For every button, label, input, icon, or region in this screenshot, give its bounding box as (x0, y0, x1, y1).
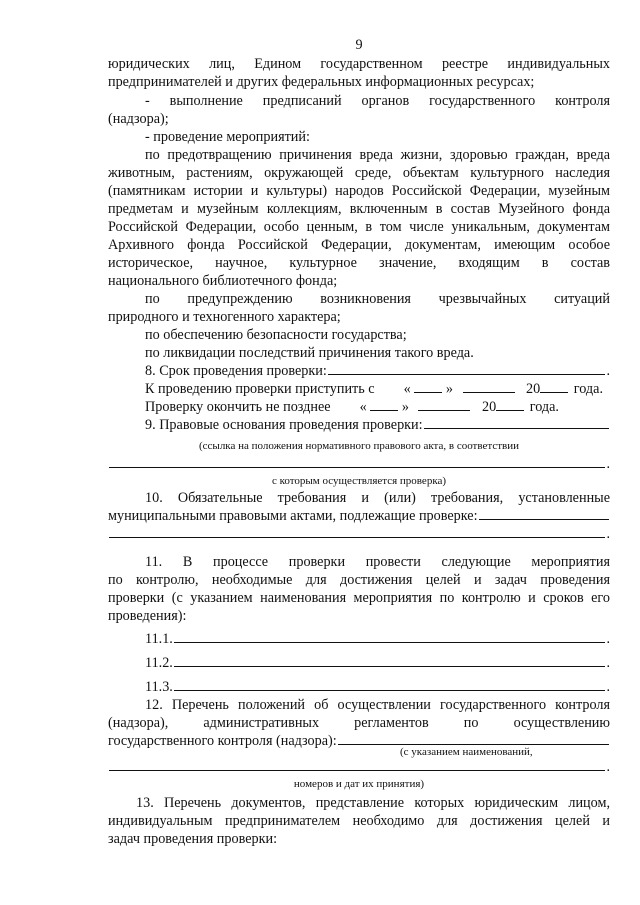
end-year-blank[interactable] (496, 398, 524, 411)
regulations-caption: (с указанием наименований, (400, 746, 533, 758)
text-line: по обеспечению безопасности государства; (145, 327, 407, 343)
text-line: юридических лиц, Едином государственном реестре индивидуальных (108, 56, 610, 72)
legal-basis-caption: (ссылка на положения нормативного правового акта, в соответствии (199, 440, 519, 452)
documents-line: 13. Перечень документов, представление которых юридическим лицом, (136, 795, 610, 811)
end-month-blank[interactable] (418, 398, 470, 411)
documents-line: индивидуальным предпринимателем необходимо для достижения целей и (108, 813, 610, 829)
activities-line: проверки (с указанием наименования мероприятия по контролю и сроков его (108, 590, 610, 606)
activity-field-3[interactable] (145, 678, 610, 696)
legal-basis-end: . (606, 456, 610, 472)
start-year-prefix: 20 (526, 381, 541, 397)
text-line: Российской Федерации, особо ценным, в том числе уникальным, документам (108, 219, 610, 235)
requirements-end: . (606, 526, 610, 542)
activity-number: 11.3. (145, 679, 173, 695)
text-line: Архивного фонда Российской Федерации, документам, имеющим особое (108, 237, 610, 253)
requirements-field[interactable] (108, 507, 610, 525)
end-date-label: Проверку окончить не позднее (145, 399, 331, 415)
regulations-line: 12. Перечень положений об осуществлении государственного контроля (145, 697, 610, 713)
text-line: - выполнение предписаний органов государственного контроля (145, 93, 610, 109)
activities-line: по контролю, необходимые для достижения целей и задач проведения (108, 572, 610, 588)
activity-number: 11.1. (145, 631, 173, 647)
requirements-blank-2[interactable] (109, 525, 605, 538)
text-line: (надзора); (108, 111, 169, 127)
activity-end: . (606, 655, 610, 671)
requirements-blank[interactable] (479, 507, 609, 520)
inspection-period-field[interactable] (145, 362, 610, 380)
end-date-field[interactable] (145, 398, 610, 416)
start-date-field[interactable] (145, 380, 610, 398)
text-line: (памятникам истории и культуры) народов Российской Федерации, музейным (108, 183, 610, 199)
activity-blank[interactable] (174, 654, 606, 667)
end-day-blank[interactable] (370, 398, 398, 411)
start-day-blank[interactable] (414, 380, 442, 393)
legal-basis-blank[interactable] (424, 416, 609, 429)
quote-open: « (359, 399, 367, 415)
regulations-caption-2: номеров и дат их принятия) (293, 778, 425, 790)
text-line: национального библиотечного фонда; (108, 273, 338, 289)
activity-number: 11.2. (145, 655, 173, 671)
text-line: природного и техногенного характера; (108, 309, 341, 325)
inspection-period-label: 8. Срок проведения проверки: (145, 363, 327, 379)
activity-field-2[interactable] (145, 654, 610, 672)
period-end: . (606, 363, 610, 379)
text-line: предметам и музейным коллекциям, включенным в состав Музейного фонда (108, 201, 610, 217)
regulations-blank[interactable] (338, 732, 609, 745)
legal-basis-blank-2[interactable] (109, 455, 605, 468)
activity-blank[interactable] (174, 678, 606, 691)
regulations-blank-2[interactable] (109, 758, 605, 771)
text-line: предпринимателей и других федеральных информационных ресурсах; (108, 74, 535, 90)
requirements-label: муниципальными правовыми актами, подлежащие проверке: (108, 508, 478, 524)
quote-close: » (401, 399, 409, 415)
inspection-period-blank[interactable] (328, 362, 606, 375)
text-line: по предотвращению причинения вреда жизни, здоровью граждан, вреда (145, 147, 610, 163)
legal-basis-field[interactable] (145, 416, 610, 434)
requirements-line2[interactable] (108, 525, 610, 543)
documents-line: задач проведения проверки: (108, 831, 278, 847)
regulations-end: . (606, 759, 610, 775)
activity-end: . (606, 631, 610, 647)
end-year-suffix: года. (529, 399, 559, 415)
activities-line: 11. В процессе проверки провести следующие мероприятия (145, 554, 610, 570)
regulations-line2[interactable] (108, 758, 610, 776)
start-month-blank[interactable] (463, 380, 515, 393)
regulations-line: (надзора), административных регламентов по осуществлению (108, 715, 610, 731)
quote-open: « (403, 381, 411, 397)
activity-end: . (606, 679, 610, 695)
activities-line: проведения): (108, 608, 187, 624)
start-year-blank[interactable] (540, 380, 568, 393)
end-year-prefix: 20 (482, 399, 497, 415)
quote-close: » (445, 381, 453, 397)
legal-basis-label: 9. Правовые основания проведения проверки: (145, 417, 423, 433)
text-line: животным, растениям, окружающей среде, объектам культурного наследия (108, 165, 610, 181)
text-line: - проведение мероприятий: (145, 129, 310, 145)
legal-basis-line2[interactable] (108, 455, 610, 473)
regulations-label: государственного контроля (надзора): (108, 733, 337, 749)
start-year-suffix: года. (573, 381, 603, 397)
requirements-line: 10. Обязательные требования и (или) требования, установленные (145, 490, 610, 506)
legal-basis-caption-2: с которым осуществляется проверка) (271, 475, 447, 487)
text-line: по ликвидации последствий причинения такого вреда. (145, 345, 474, 361)
text-line: историческое, научное, культурное значение, входящим в состав (108, 255, 610, 271)
text-line: по предупреждению возникновения чрезвычайных ситуаций (145, 291, 610, 307)
page-number: 9 (355, 37, 363, 53)
start-date-label: К проведению проверки приступить с (145, 381, 375, 397)
activity-field-1[interactable] (145, 630, 610, 648)
activity-blank[interactable] (174, 630, 606, 643)
